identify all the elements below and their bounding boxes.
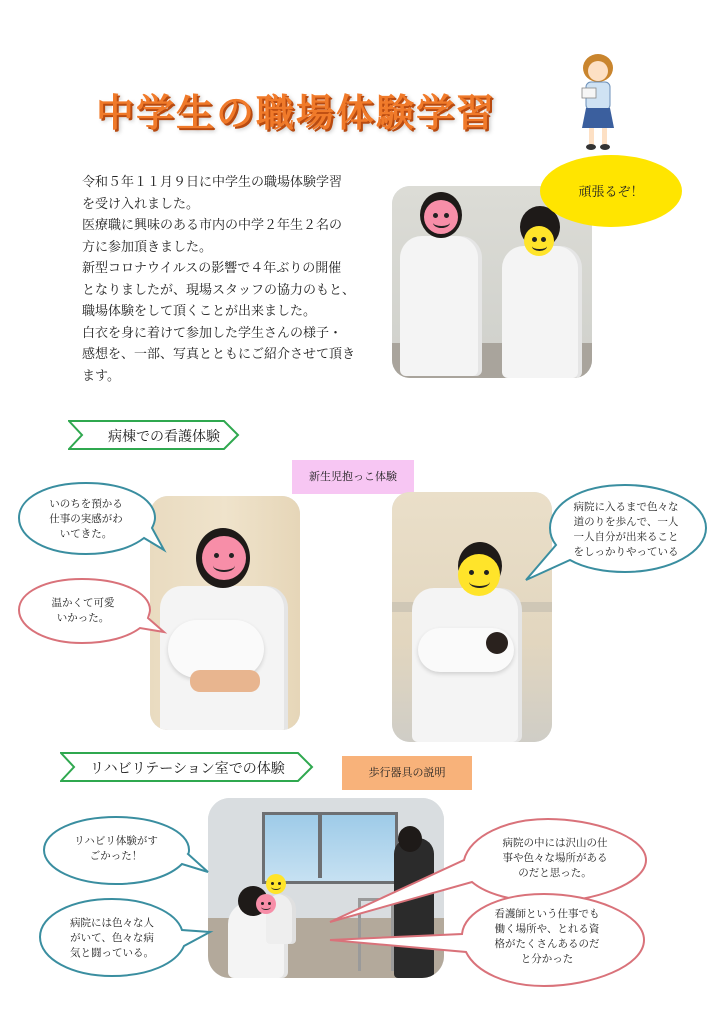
newborn-tag <box>292 460 414 494</box>
section-ribbon-rehab <box>60 752 314 782</box>
speech-bubble <box>40 814 210 888</box>
cheer-text: 頑張るぞ！ <box>578 185 644 200</box>
bubble-line: 仕事の実感がわ <box>49 512 123 525</box>
bubble-line: 格がたくさんあるのだ <box>494 938 600 950</box>
speech-bubble <box>36 896 212 980</box>
intro-line: を受け入れました。 <box>82 196 200 212</box>
bubble-line: 一人自分が出来ること <box>573 531 679 543</box>
bubble-line: がいて、色々な病 <box>70 931 154 944</box>
bubble-line: いかった。 <box>56 612 110 624</box>
student-girl-illustration <box>572 52 624 152</box>
intro-text <box>82 172 382 387</box>
bubble-line: 道のりを歩んで、一人 <box>573 516 679 528</box>
bubble-line: リハビリ体験がす <box>74 835 158 847</box>
face-sticker-pink <box>202 536 246 580</box>
cheer-bubble <box>540 155 682 227</box>
speech-bubble <box>520 482 710 586</box>
walker-tag-text: 歩行器具の説明 <box>368 766 446 779</box>
walker-tag <box>342 756 472 790</box>
newborn-tag-text: 新生児抱っこ体験 <box>309 470 397 483</box>
intro-line: 白衣を身に着けて参加した学生さんの様子・ <box>82 325 343 341</box>
speech-bubble <box>16 480 166 560</box>
page-title: 中学生の職場体験学習 <box>96 91 497 135</box>
intro-line: 令和５年１１月９日に中学生の職場体験学習 <box>82 175 343 190</box>
intro-line: 感想を、一部、写真とともにご紹介させて頂き <box>82 347 356 362</box>
intro-line: 医療職に興味のある市内の中学２年生２名の <box>82 218 343 233</box>
section-label: 病棟での看護体験 <box>108 429 220 445</box>
bubble-line: いてきた。 <box>59 527 113 540</box>
section-ribbon-ward <box>68 420 240 450</box>
face-sticker-yellow <box>458 554 500 596</box>
newborn-photo-left <box>150 496 300 730</box>
bubble-line: のだと思った。 <box>518 866 592 879</box>
intro-line: 新型コロナウイルスの影響で４年ぶりの開催 <box>82 261 342 276</box>
intro-line: 方に参加頂きました。 <box>82 239 213 255</box>
face-sticker-pink <box>256 894 276 914</box>
bubble-line: 病院には色々な人 <box>70 916 154 929</box>
intro-line: ます。 <box>82 368 120 384</box>
bubble-line: 看護師という仕事でも <box>494 908 600 920</box>
bubble-line: ごかった！ <box>89 850 143 862</box>
bubble-line: 働く場所や、とれる資 <box>494 923 600 935</box>
intro-line: 職場体験をして頂くことが出来ました。 <box>82 304 317 319</box>
bubble-line: 病院に入るまで色々な <box>573 501 679 513</box>
bubble-line: 温かくて可愛 <box>51 597 115 609</box>
face-sticker-pink <box>424 200 458 234</box>
face-sticker-yellow <box>524 226 554 256</box>
speech-bubble <box>16 576 166 648</box>
intro-line: となりましたが、現場スタッフの協力のもと、 <box>82 282 356 298</box>
bubble-line: いのちを預かる <box>49 497 123 510</box>
bubble-line: 病院の中には沢山の仕 <box>502 836 608 849</box>
bubble-line: をしっかりやっている <box>573 546 679 558</box>
speech-bubble <box>330 888 660 998</box>
face-sticker-yellow <box>266 874 286 894</box>
bubble-line: と分かった <box>520 953 574 965</box>
bubble-line: 事や色々な場所がある <box>502 851 608 864</box>
section-label: リハビリテーション室での体験 <box>90 761 285 777</box>
bubble-line: 気と闘っている。 <box>70 946 154 959</box>
